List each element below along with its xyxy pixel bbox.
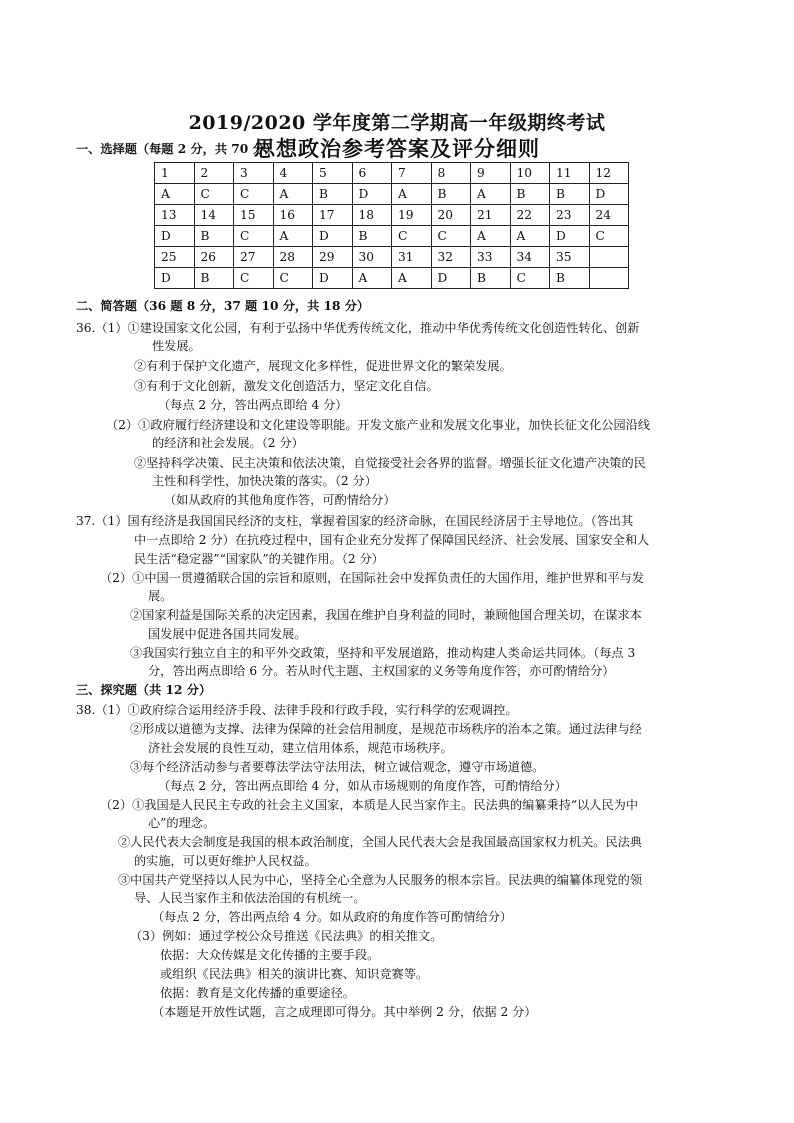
- answer-cell: B: [352, 226, 392, 247]
- q38-part2-point2: ②人民代表大会制度是我国的根本政治制度，全国人民代表大会是我国最高国家权力机关。民法典: [118, 835, 643, 849]
- answer-table-number-row: [155, 205, 629, 226]
- answer-cell: D: [313, 226, 353, 247]
- answer-table-answer-row: [155, 184, 629, 205]
- answer-cell: B: [550, 268, 590, 289]
- question-number-cell: 20: [431, 205, 471, 226]
- q38-part3-example1: （3）例如：通过学校公众号推送《民法典》的相关推文。: [130, 929, 443, 943]
- answer-cell: A: [273, 184, 313, 205]
- question-number-cell: 4: [273, 163, 313, 184]
- q38-part3-basis2: 依据：教育是文化传播的重要途径。: [160, 986, 355, 1000]
- question-number-cell: 22: [510, 205, 550, 226]
- q37-part2-point2-cont: 国发展中促进各国共同发展。: [148, 627, 307, 641]
- q37-part2-point1: （2）①中国一贯遵循联合国的宗旨和原则，在国际社会中发挥负责任的大国作用，维护世界和平与发: [100, 571, 645, 585]
- answer-cell: B: [510, 184, 550, 205]
- answer-cell: C: [510, 268, 550, 289]
- answer-cell: C: [234, 268, 274, 289]
- q37-part2-point3-cont: 分，答出两点即给 6 分。若从时代主题、主权国家的义务等角度作答，亦可酌情给分）: [148, 664, 615, 678]
- section-heading-inquiry: 三、探究题（共 12 分）: [76, 683, 212, 697]
- q36-part1-note: （每点 2 分，答出两点即给 4 分）: [158, 398, 348, 412]
- answer-cell: A: [155, 184, 195, 205]
- q38-part2-point3-cont: 导、人民当家作主和依法治国的有机统一。: [134, 891, 366, 905]
- question-number-cell: 29: [313, 247, 353, 268]
- answer-table: [154, 162, 629, 289]
- question-number-cell: 6: [352, 163, 392, 184]
- question-number-cell: 31: [392, 247, 432, 268]
- answer-cell: B: [471, 268, 511, 289]
- question-number-cell: 2: [194, 163, 234, 184]
- answer-cell: D: [155, 268, 195, 289]
- q37-part1-point1-cont2: 民生活“稳定器”“国家队”的关键作用。（2 分）: [134, 552, 384, 566]
- answer-table-answer-row: [155, 226, 629, 247]
- q38-part1-point2-cont: 济社会发展的良性互动，建立信用体系，规范市场秩序。: [148, 741, 453, 755]
- question-number-cell: 30: [352, 247, 392, 268]
- question-number-cell: 28: [273, 247, 313, 268]
- answer-cell: B: [313, 184, 353, 205]
- q36-part2-point2: ②坚持科学决策、民主决策和依法决策，自觉接受社会各界的监督。增强长征文化遗产决策的民: [134, 456, 646, 470]
- answer-cell: A: [471, 226, 511, 247]
- q36-part2-point1: （2）①政府履行经济建设和文化建设等职能。开发文旅产业和发展文化事业，加快长征文化公园沿线: [106, 418, 651, 432]
- answer-cell: A: [392, 268, 432, 289]
- question-number-cell: 12: [589, 163, 629, 184]
- q36-part1-point1-cont: 性发展。: [152, 339, 201, 353]
- q38-part2-point2-cont: 的实施，可以更好维护人民权益。: [134, 854, 317, 868]
- q36-part1-point1: 36.（1）①建设国家文化公园，有利于弘扬中华优秀传统文化，推动中华优秀传统文化创造性转化、创新: [76, 321, 640, 335]
- q38-part2-point1-cont: 心”的理念。: [148, 816, 216, 830]
- answer-cell: C: [431, 226, 471, 247]
- answer-cell: C: [589, 226, 629, 247]
- question-number-cell: 25: [155, 247, 195, 268]
- q38-part1-point2: ②形成以道德为支撑、法律为保障的社会信用制度，是规范市场秩序的治本之策。通过法律与经: [130, 722, 642, 736]
- question-number-cell: 9: [471, 163, 511, 184]
- q36-part2-point1-cont: 的经济和社会发展。（2 分）: [152, 436, 304, 450]
- answer-table-number-row: [155, 247, 629, 268]
- q38-part2-note: （每点 2 分，答出两点给 4 分。如从政府的角度作答可酌情给分）: [152, 910, 513, 924]
- question-number-cell: 17: [313, 205, 353, 226]
- question-number-cell: 18: [352, 205, 392, 226]
- question-number-cell: 5: [313, 163, 353, 184]
- answer-cell: B: [431, 184, 471, 205]
- q37-part2-point2: ②国家利益是国际关系的决定因素，我国在维护自身利益的同时，兼顾他国合理关切，在谋求本: [130, 608, 642, 622]
- question-number-cell: 34: [510, 247, 550, 268]
- q38-part3-note: （本题是开放性试题，言之成理即可得分。其中举例 2 分，依据 2 分）: [152, 1005, 537, 1019]
- q38-part1-point3: ③每个经济活动参与者要尊法学法守法用法，树立诚信观念，遵守市场道德。: [130, 760, 545, 774]
- answer-cell: A: [471, 184, 511, 205]
- answer-cell: A: [392, 184, 432, 205]
- answer-cell: [589, 268, 629, 289]
- question-number-cell: 1: [155, 163, 195, 184]
- q38-part3-example2: 或组织《民法典》相关的演讲比赛、知识竞赛等。: [160, 967, 429, 981]
- answer-cell: D: [550, 226, 590, 247]
- answer-cell: C: [392, 226, 432, 247]
- q37-part2-point3: ③我国实行独立自主的和平外交政策，坚持和平发展道路，推动构建人类命运共同体。（每点 3: [130, 646, 636, 660]
- answer-cell: A: [352, 268, 392, 289]
- q36-part2-point2-cont: 主性和科学性，加快决策的落实。（2 分）: [152, 474, 377, 488]
- question-number-cell: 32: [431, 247, 471, 268]
- answer-table-answer-row: [155, 268, 629, 289]
- answer-cell: D: [155, 226, 195, 247]
- question-number-cell: 7: [392, 163, 432, 184]
- answer-cell: B: [550, 184, 590, 205]
- answer-cell: A: [273, 226, 313, 247]
- question-number-cell: 23: [550, 205, 590, 226]
- answer-cell: C: [273, 268, 313, 289]
- q37-part1-point1-cont: 中一点即给 2 分）在抗疫过程中，国有企业充分发挥了保障国民经济、社会发展、国家安全和人: [134, 533, 650, 547]
- question-number-cell: 10: [510, 163, 550, 184]
- section-heading-short-answer: 二、简答题（36 题 8 分，37 题 10 分，共 18 分）: [76, 299, 370, 313]
- q36-part2-note: （如从政府的其他角度作答，可酌情给分）: [164, 493, 396, 507]
- answer-cell: B: [194, 226, 234, 247]
- section-heading-choice: 一、选择题（每题 2 分，共 70 分）: [76, 142, 277, 156]
- answer-cell: D: [352, 184, 392, 205]
- page-title: 2019/2020 学年度第二学期高一年级期终考试: [188, 112, 606, 134]
- question-number-cell: 24: [589, 205, 629, 226]
- question-number-cell: 21: [471, 205, 511, 226]
- question-number-cell: 11: [550, 163, 590, 184]
- page-subtitle: 思想政治参考答案及评分细则: [254, 136, 540, 161]
- q38-part2-point1: （2）①我国是人民民主专政的社会主义国家，本质是人民当家作主。民法典的编纂秉持“以人民为中: [100, 798, 639, 812]
- answer-cell: C: [234, 226, 274, 247]
- question-number-cell: 3: [234, 163, 274, 184]
- answer-cell: D: [313, 268, 353, 289]
- q38-part3-basis1: 依据：大众传媒是文化传播的主要手段。: [160, 948, 380, 962]
- q36-part1-point3: ③有利于文化创新，激发文化创造活力，坚定文化自信。: [134, 379, 439, 393]
- question-number-cell: 15: [234, 205, 274, 226]
- answer-cell: B: [194, 268, 234, 289]
- question-number-cell: 8: [431, 163, 471, 184]
- question-number-cell: 26: [194, 247, 234, 268]
- answer-cell: C: [234, 184, 274, 205]
- question-number-cell: 35: [550, 247, 590, 268]
- question-number-cell: 13: [155, 205, 195, 226]
- question-number-cell: 16: [273, 205, 313, 226]
- question-number-cell: [589, 247, 629, 268]
- q36-part1-point2: ②有利于保护文化遗产，展现文化多样性，促进世界文化的繁荣发展。: [134, 359, 512, 373]
- answer-cell: A: [510, 226, 550, 247]
- answer-cell: C: [194, 184, 234, 205]
- q37-part2-point1-cont: 展。: [148, 589, 173, 603]
- answer-cell: D: [589, 184, 629, 205]
- question-number-cell: 27: [234, 247, 274, 268]
- answer-table-number-row: [155, 163, 629, 184]
- q38-part1-note: （每点 2 分，答出两点即给 4 分，如从市场规则的角度作答，可酌情给分）: [158, 779, 567, 793]
- q38-part1-point1: 38.（1）①政府综合运用经济手段、法律手段和行政手段，实行科学的宏观调控。: [76, 703, 518, 717]
- question-number-cell: 33: [471, 247, 511, 268]
- question-number-cell: 19: [392, 205, 432, 226]
- q38-part2-point3: ③中国共产党坚持以人民为中心，坚持全心全意为人民服务的根本宗旨。民法典的编纂体现党的领: [118, 873, 643, 887]
- question-number-cell: 14: [194, 205, 234, 226]
- q37-part1-point1: 37.（1）国有经济是我国国民经济的支柱，掌握着国家的经济命脉，在国民经济居于主导地位。（答出其: [76, 514, 634, 528]
- answer-cell: D: [431, 268, 471, 289]
